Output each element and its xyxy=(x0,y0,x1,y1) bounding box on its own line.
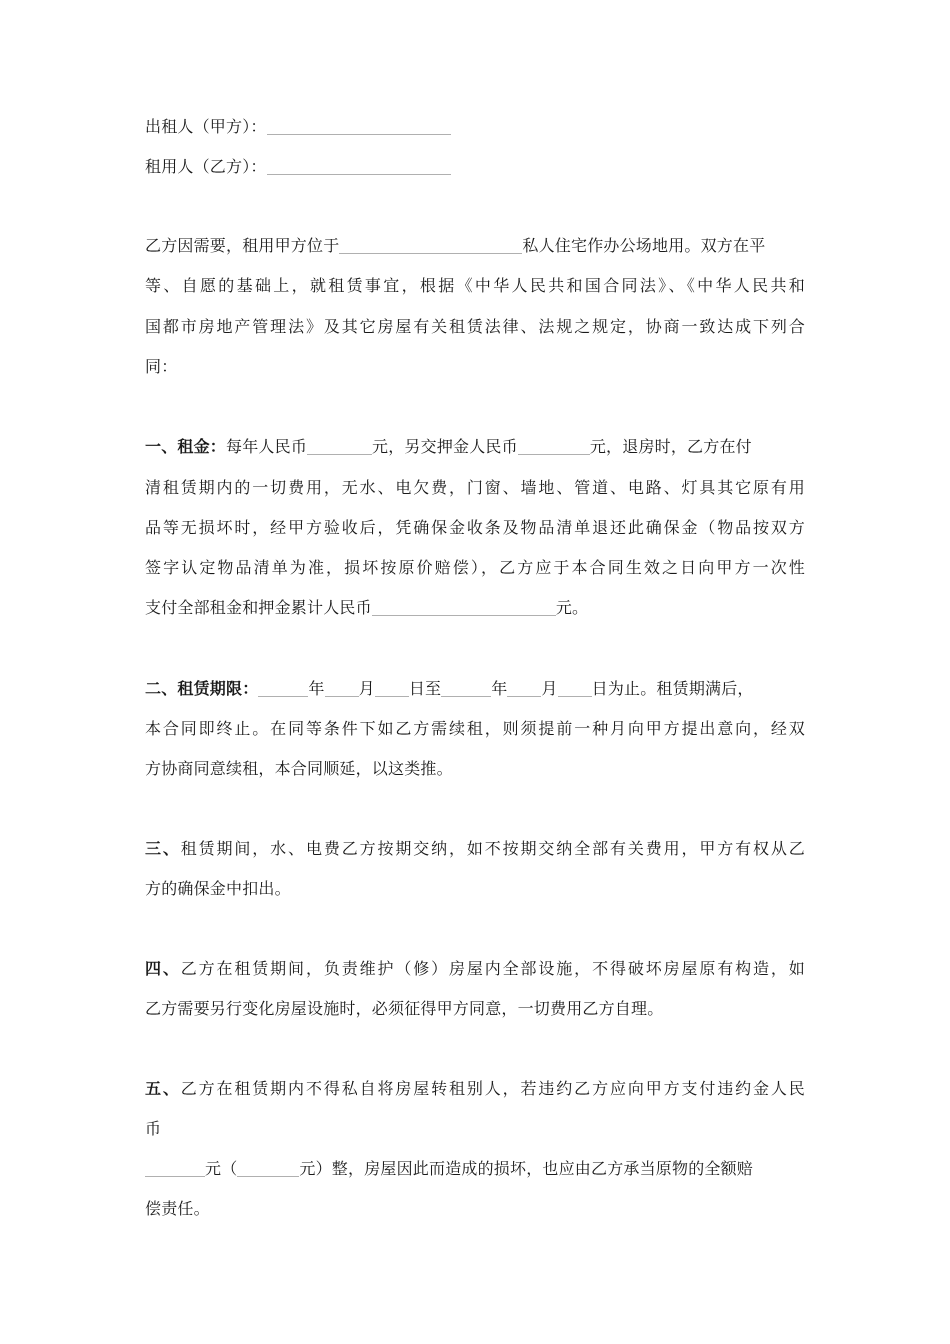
month-label: 月 xyxy=(358,679,375,698)
section-3-line-2: 方的确保金中扣出。 xyxy=(145,879,291,898)
address-blank[interactable] xyxy=(339,237,522,254)
intro-text: 乙方因需要，租用甲方位于 xyxy=(145,236,340,255)
section-5-line-4: 偿责任。 xyxy=(145,1199,210,1218)
section-4-line-2: 乙方需要另行变化房屋设施时，必须征得甲方同意，一切费用乙方自理。 xyxy=(145,999,664,1018)
section-1-line-2: 清租赁期内的一切费用，无水、电欠费，门窗、墙地、管道、电路、灯具其它原有用 xyxy=(145,478,805,497)
year-label: 年 xyxy=(491,679,508,698)
section-5-text: 元）整，房屋因此而造成的损坏，也应由乙方承当原物的全额赔 xyxy=(299,1159,754,1178)
intro-text: 私人住宅作办公场地用。双方在平 xyxy=(522,236,766,255)
intro-line-3: 国都市房地产管理法》及其它房屋有关租赁法律、法规之规定，协商一致达成下列合 xyxy=(145,317,805,336)
lessor-line xyxy=(145,117,805,139)
penalty-uppercase-blank[interactable] xyxy=(237,1160,299,1177)
section-1-text: 元，另交押金人民币 xyxy=(372,437,518,456)
section-3-text: 租赁期间，水、电费乙方按期交纳，如不按期交纳全部有关费用，甲方有权从乙 xyxy=(180,839,805,858)
section-5-line-2: 币 xyxy=(145,1119,162,1138)
day-label: 日为止。租赁期满后， xyxy=(591,679,754,698)
section-1-line-3: 品等无损坏时，经甲方验收后，凭确保金收条及物品清单退还此确保金（物品按双方 xyxy=(145,518,805,537)
annual-rent-blank[interactable] xyxy=(307,438,372,455)
section-4-text: 乙方在租赁期间，负责维护（修）房屋内全部设施，不得破坏房屋原有构造，如 xyxy=(180,959,805,978)
lessee-line xyxy=(145,157,805,179)
lessor-blank[interactable] xyxy=(267,118,451,135)
section-1-text: 每年人民币 xyxy=(226,437,308,456)
section-5-heading: 五、 xyxy=(145,1079,181,1098)
section-1-text: 支付全部租金和押金累计人民币 xyxy=(145,598,372,617)
section-2-line-1 xyxy=(145,679,805,701)
end-year-blank[interactable] xyxy=(441,680,491,697)
deposit-blank[interactable] xyxy=(518,438,590,455)
section-1-text: 元。 xyxy=(555,598,589,617)
section-4-heading: 四、 xyxy=(145,959,181,978)
section-1-line-5 xyxy=(145,598,805,620)
section-1-heading: 一、租金： xyxy=(145,437,227,456)
section-2-line-3: 方协商同意续租，本合同顺延，以这类推。 xyxy=(145,759,453,778)
section-2-heading: 二、租赁期限： xyxy=(145,679,259,698)
lessee-label: 租用人（乙方）： xyxy=(145,157,267,176)
section-1-line-4: 签字认定物品清单为准，损坏按原价赔偿），乙方应于本合同生效之日向甲方一次性 xyxy=(145,558,805,577)
intro-line-4: 同： xyxy=(145,357,178,376)
intro-line-2: 等、自愿的基础上，就租赁事宜，根据《中华人民共和国合同法》、《中华人民共和 xyxy=(145,276,805,295)
section-5-text: 元（ xyxy=(205,1159,238,1178)
total-amount-blank[interactable] xyxy=(372,599,556,616)
start-year-blank[interactable] xyxy=(258,680,308,697)
end-month-blank[interactable] xyxy=(507,680,541,697)
section-5-line-3 xyxy=(145,1159,805,1181)
year-label: 年 xyxy=(308,679,325,698)
intro-line-1 xyxy=(145,236,805,258)
end-day-blank[interactable] xyxy=(558,680,592,697)
section-3-line-1 xyxy=(145,839,805,861)
section-2-line-2: 本合同即终止。在同等条件下如乙方需续租，则须提前一种月向甲方提出意向，经双 xyxy=(145,719,805,738)
section-5-text: 乙方在租赁期内不得私自将房屋转租别人，若违约乙方应向甲方支付违约金人民 xyxy=(180,1079,805,1098)
lessee-blank[interactable] xyxy=(267,158,451,175)
start-month-blank[interactable] xyxy=(325,680,359,697)
day-label: 日至 xyxy=(408,679,442,698)
section-3-heading: 三、 xyxy=(145,839,181,858)
section-1-line-1 xyxy=(145,437,805,459)
section-4-line-1 xyxy=(145,959,805,981)
month-label: 月 xyxy=(541,679,558,698)
start-day-blank[interactable] xyxy=(375,680,409,697)
section-1-text: 元，退房时，乙方在付 xyxy=(589,437,752,456)
section-5-line-1 xyxy=(145,1079,805,1101)
lessor-label: 出租人（甲方）： xyxy=(145,117,267,136)
penalty-amount-blank[interactable] xyxy=(145,1160,205,1177)
